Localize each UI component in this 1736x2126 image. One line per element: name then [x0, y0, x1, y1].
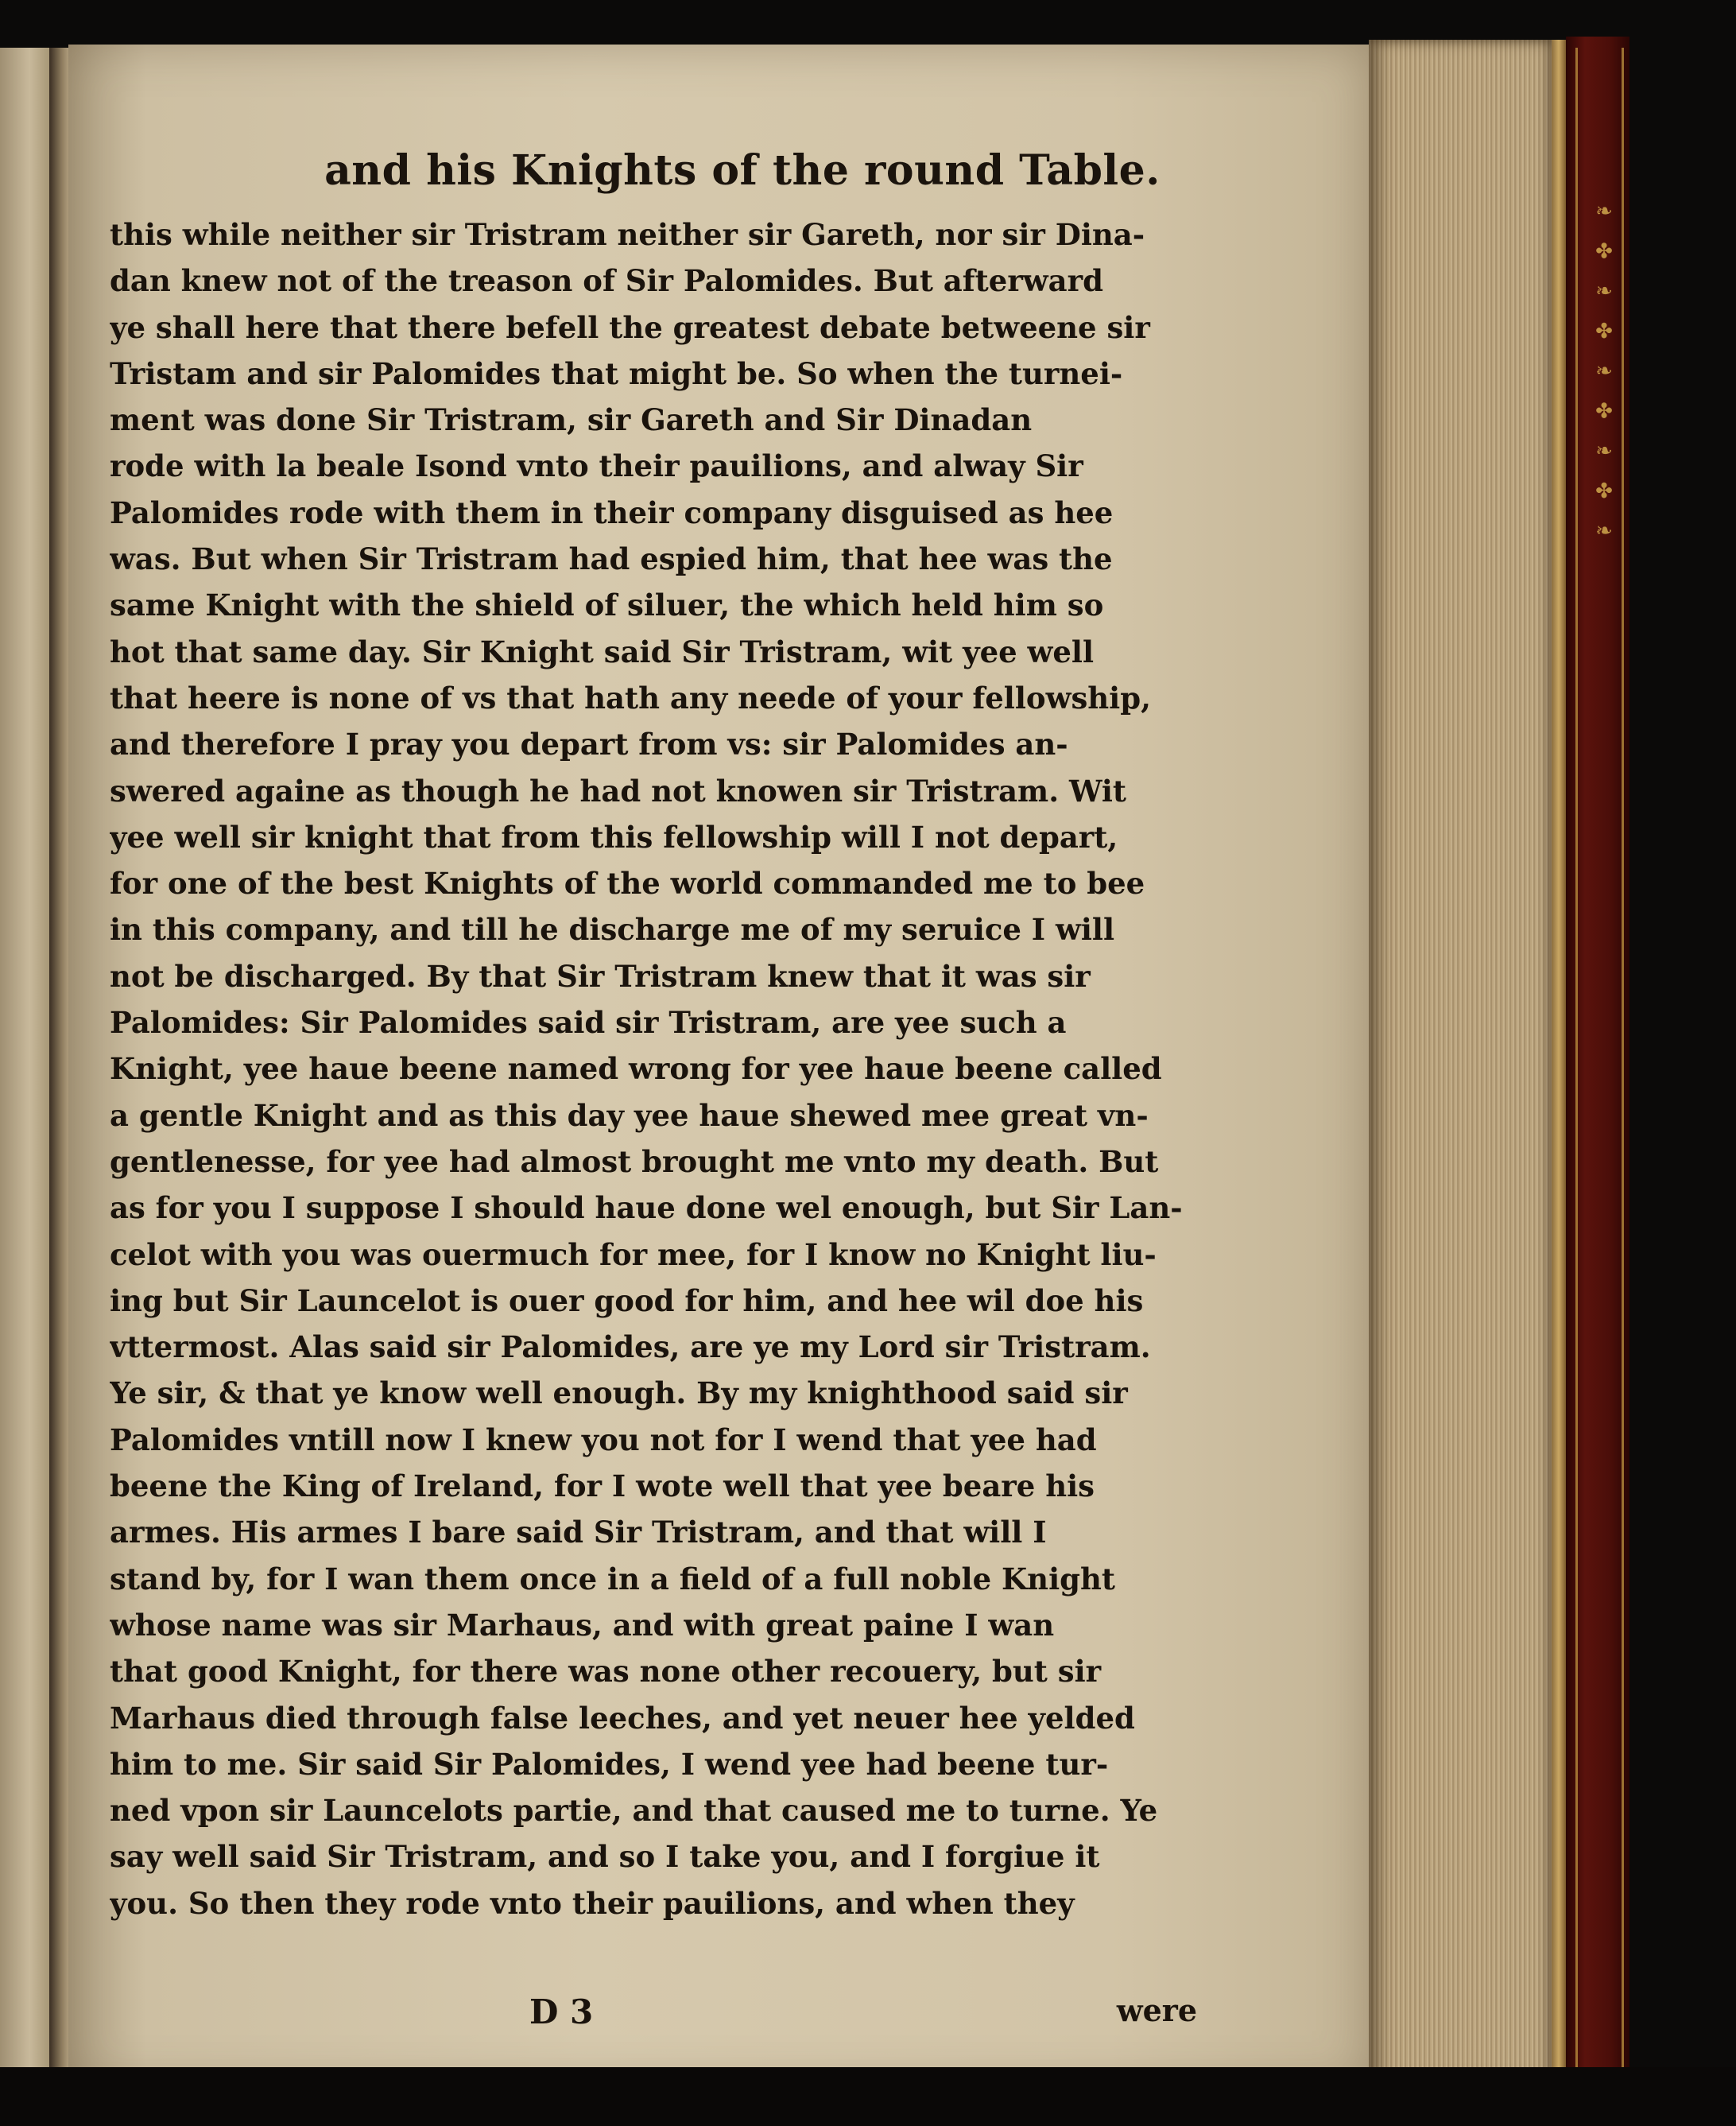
text-line: as for you I suppose I should haue done wel enough, but Sir Lan- — [110, 1190, 1183, 1226]
page-footer — [68, 1992, 1197, 2048]
text-line: celot with you was ouermuch for mee, for I know no Knight liu- — [110, 1236, 1157, 1272]
text-line: ing but Sir Launcelot is ouer good for him, and hee wil doe his — [110, 1282, 1144, 1318]
signature-mark: D 3 — [529, 1992, 594, 2031]
text-line: armes. His armes I bare said Sir Tristram, and that will I — [110, 1515, 1047, 1550]
text-line: hot that same day. Sir Knight said Sir Tristram, wit yee well — [110, 634, 1095, 669]
text-line: Palomides: Sir Palomides said sir Tristram, are yee such a — [110, 1005, 1067, 1041]
book-gutter — [49, 48, 70, 2083]
text-line: rode with la beale Isond vnto their pauilions, and alway Sir — [110, 448, 1083, 484]
text-line: Marhaus died through false leeches, and yet neuer hee yelded — [110, 1700, 1135, 1736]
text-line: swered againe as though he had not knowen sir Tristram. Wit — [110, 773, 1127, 809]
text-line: yee well sir knight that from this fellowship will I not depart, — [110, 819, 1118, 855]
cover-tooling-ornament: ❧ ✤ ❧ ✤ ❧ ✤ ❧ ✤ ❧ — [1592, 199, 1616, 549]
gilt-edge — [1552, 40, 1566, 2083]
text-line: dan knew not of the treason of Sir Palomides. But afterward — [110, 263, 1103, 299]
text-line: ment was done Sir Tristram, sir Gareth and Sir Dinadan — [110, 402, 1033, 438]
bottom-shadow — [0, 2067, 1736, 2126]
text-line: and therefore I pray you depart from vs: sir Palomides an- — [110, 727, 1068, 762]
text-line: was. But when Sir Tristram had espied him, that hee was the — [110, 541, 1113, 577]
text-line: stand by, for I wan them once in a field of a full noble Knight — [110, 1561, 1115, 1596]
text-line: Palomides rode with them in their company disguised as hee — [110, 495, 1114, 530]
text-line: that heere is none of vs that hath any neede of your fellowship, — [110, 680, 1151, 716]
text-line: say well said Sir Tristram, and so I take you, and I forgiue it — [110, 1839, 1100, 1875]
text-line: Tristam and sir Palomides that might be. So when the turnei- — [110, 355, 1123, 391]
text-line: you. So then they rode vnto their pauilions, and when they — [110, 1885, 1075, 1921]
body-text — [110, 211, 1197, 1926]
text-line: a gentle Knight and as this day yee haue shewed mee great vn- — [110, 1097, 1149, 1133]
text-line: gentlenesse, for yee had almost brought me vnto my death. But — [110, 1143, 1159, 1179]
right-page — [68, 45, 1369, 2088]
text-line: ned vpon sir Launcelots partie, and that caused me to turne. Ye — [110, 1793, 1158, 1829]
text-line: beene the King of Ireland, for I wote well that yee beare his — [110, 1468, 1095, 1504]
text-line: whose name was sir Marhaus, and with great paine I wan — [110, 1607, 1055, 1643]
text-line: for one of the best Knights of the world commanded me to bee — [110, 866, 1145, 902]
text-line: him to me. Sir said Sir Palomides, I wend yee had beene tur- — [110, 1746, 1109, 1782]
running-head: and his Knights of the round Table. — [324, 146, 1161, 195]
text-line: this while neither sir Tristram neither sir Gareth, nor sir Dina- — [110, 217, 1145, 252]
catchword: were — [1116, 1992, 1197, 2028]
text-line: not be discharged. By that Sir Tristram knew that it was sir — [110, 958, 1091, 994]
text-line: same Knight with the shield of siluer, the which held him so — [110, 588, 1104, 623]
text-line: Knight, yee haue beene named wrong for yee haue beene called — [110, 1051, 1162, 1087]
text-line: in this company, and till he discharge me of my seruice I will — [110, 912, 1115, 948]
text-line: ye shall here that there befell the greatest debate betweene sir — [110, 309, 1150, 345]
text-line: vttermost. Alas said sir Palomides, are ye my Lord sir Tristram. — [110, 1329, 1151, 1365]
text-line: Palomides vntill now I knew you not for I wend that yee had — [110, 1422, 1097, 1457]
text-line: Ye sir, & that ye know well enough. By my knighthood said sir — [110, 1375, 1128, 1411]
text-line: that good Knight, for there was none other recouery, but sir — [110, 1654, 1102, 1690]
page-edges — [1369, 40, 1552, 2083]
left-page-edge — [0, 48, 49, 2083]
